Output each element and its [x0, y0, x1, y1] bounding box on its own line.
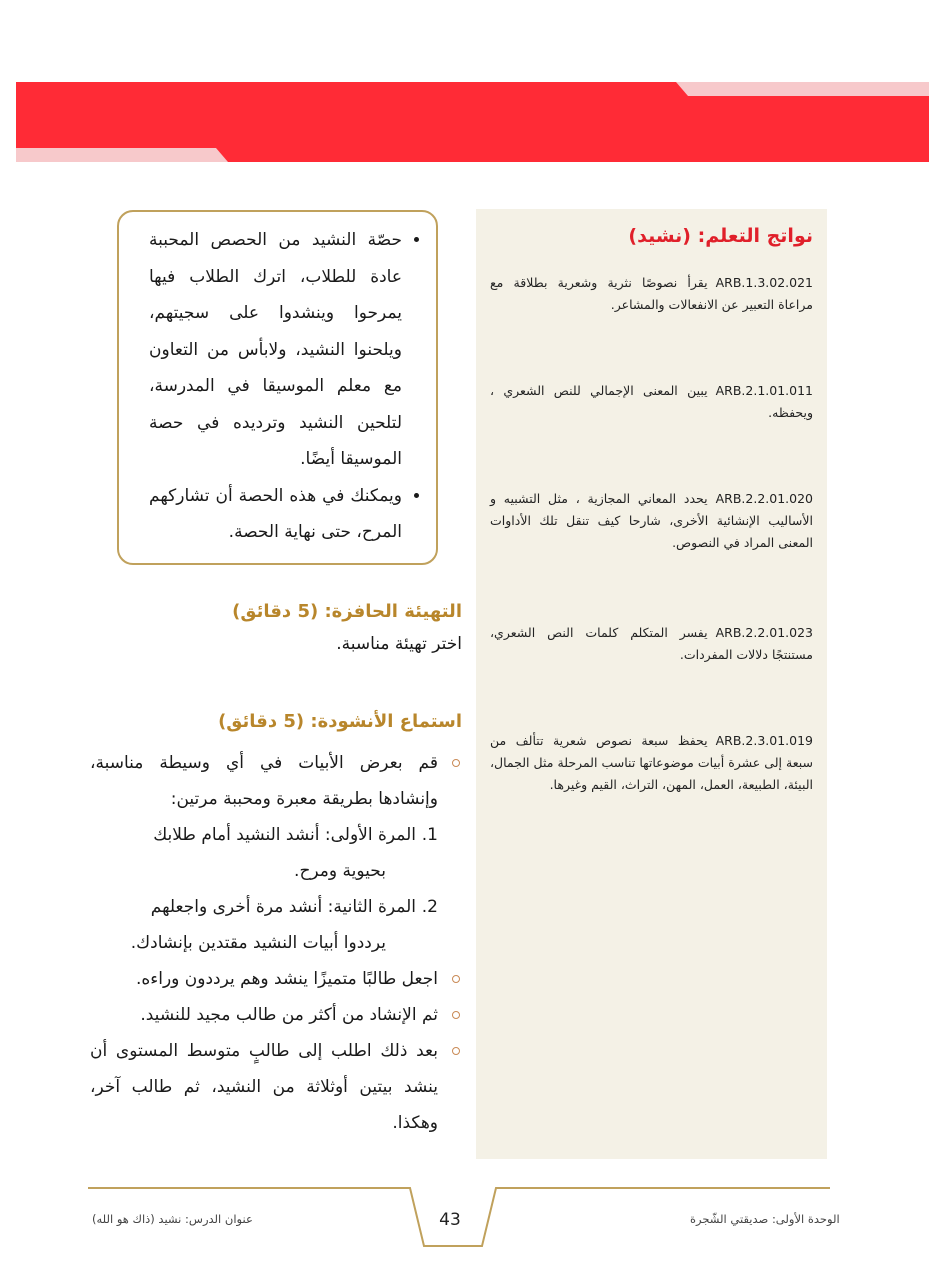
outcome-item: ARB.2.2.01.023يفسر المتكلم كلمات النص الشعري، مستنتجًا دلالات المفردات.: [490, 625, 813, 662]
outcome-item: ARB.2.3.01.019يحفظ سبعة نصوص شعرية تتألف من سبعة إلى عشرة أبيات موضوعاتها تناسب المرحلة مثل الجمال، البيئة، الطبيعة، العمل، المهن، التراث، القيم وغيرها.: [490, 733, 813, 792]
page-number: 43: [439, 1210, 461, 1230]
circle-bullet-icon: [452, 1011, 460, 1019]
list-item: ثم الإنشاد من أكثر من طالب مجيد للنشيد.: [90, 997, 462, 1033]
listening-duration: (5 دقائق): [218, 711, 305, 732]
warmup-duration: (5 دقائق): [232, 601, 319, 622]
circle-bullet-icon: [452, 759, 460, 767]
listening-title: استماع الأنشودة: (5 دقائق): [218, 711, 462, 732]
note-item: • ويمكنك في هذه الحصة أن تشاركهم المرح، حتى نهاية الحصة.: [149, 478, 402, 551]
footer-lesson: عنوان الدرس: نشيد (ذاك هو الله): [92, 1212, 253, 1226]
list-item: اجعل طالبًا متميزًا ينشد وهم يرددون وراءه.: [90, 961, 462, 997]
numbered-item: 1. المرة الأولى: أنشد النشيد أمام طلابك بحيوية ومرح.: [153, 825, 438, 881]
warmup-title: التهيئة الحافزة: (5 دقائق): [232, 601, 462, 622]
numbered-item: 2. المرة الثانية: أنشد مرة أخرى واجعلهم يرددوا أبيات النشيد مقتدين بإنشادك.: [130, 897, 438, 953]
numbered-list: [90, 817, 438, 961]
circle-bullet-icon: [452, 975, 460, 983]
circle-bullet-icon: [452, 1047, 460, 1055]
note-item: • حصّة النشيد من الحصص المحببة عادة للطلاب، اترك الطلاب فيها يمرحوا وينشدوا على سجيتهم، ويلحنوا النشيد، ولابأس من التعاون مع معلم الموسيقا في المدرسة، لتلحين النشيد وترديده في حصة الموسيقا أيضًا.: [149, 222, 402, 478]
outcome-item: ARB.2.2.01.020يحدد المعاني المجازية ، مثل التشبيه و الأساليب الإنشائية الأخرى، شارحا كيف تنقل تلك الأداوات المعنى المراد في النصوص.: [490, 491, 813, 550]
warmup-text: اختر تهيئة مناسبة.: [336, 634, 462, 654]
learning-outcomes-panel: [476, 209, 827, 1159]
listening-section: [90, 707, 462, 1141]
listening-steps: [90, 745, 462, 1141]
teacher-note-box: [117, 210, 438, 565]
footer-unit: الوحدة الأولى: صديقتي الشّجرة: [690, 1212, 840, 1226]
header-banner: [16, 82, 929, 162]
list-item: بعد ذلك اطلب إلى طالبٍ متوسط المستوى أن ينشد بيتين أوثلاثة من النشيد، ثم طالب آخر، وهكذا.: [90, 1033, 462, 1141]
outcome-item: ARB.1.3.02.021يقرأ نصوصًا نثرية وشعرية بطلاقة مع مراعاة التعبير عن الانفعالات والمشاعر.: [490, 275, 813, 312]
outcome-item: ARB.2.1.01.011يبين المعنى الإجمالي للنص الشعري ، ويحفظه.: [490, 383, 813, 420]
warmup-section: [90, 597, 462, 659]
note-list: [149, 222, 418, 551]
learning-outcomes-title: نواتج التعلم: (نشيد): [628, 225, 813, 247]
list-item: قم بعرض الأبيات في أي وسيطة مناسبة، وإنشادها بطريقة معبرة ومحببة مرتين: 1. المرة الأولى: أنشد النشيد أمام طلابك بحيوية ومرح. 2. المرة الثانية: أنشد مرة أخرى واجعلهم يرددوا أبيات النشيد مقتدين بإنشادك.: [90, 745, 462, 961]
